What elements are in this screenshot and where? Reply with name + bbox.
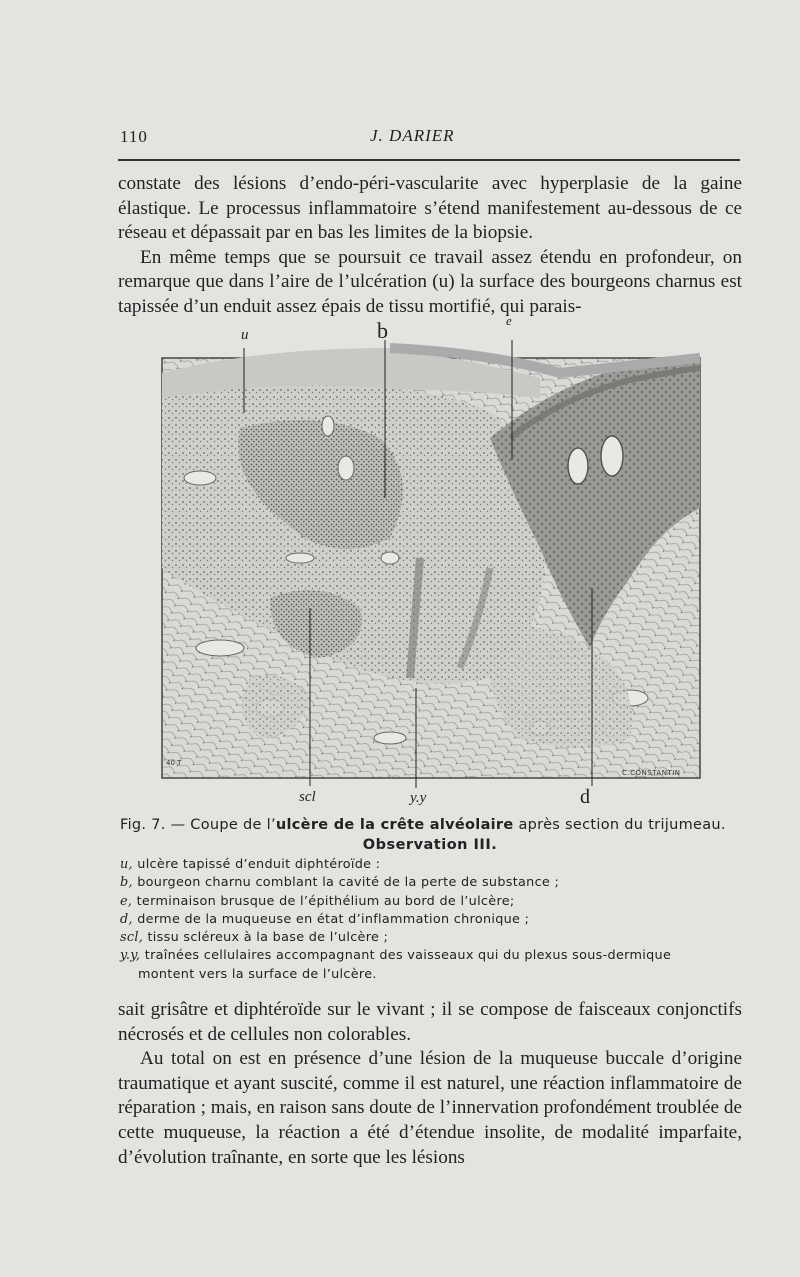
legend-item: b, bourgeon charnu comblant la cavité de la perte de substance ; (120, 875, 560, 891)
legend-item: u, ulcère tapissé d’enduit diphtéroïde : (120, 857, 381, 872)
legend-item: d, derme de la muqueuse en état d’inflammation chronique ; (120, 911, 530, 927)
running-head: J. DARIER (370, 126, 455, 145)
paragraph: En même temps que se poursuit ce travail assez étendu en profondeur, on remarque que dans l’aire de l’ulcération (u) la surface des bourgeons charnus est tapissée d’un enduit assez épais de tissu mortifié, qui parais- (118, 246, 742, 317)
paragraph: constate des lésions d’endo-péri-vascularite avec hyperplasie de la gaine élastique. Le processus inflammatoire s’étend manifestement au-dessous de ce réseau et dépassait par en bas les limites de la biopsie. (118, 173, 742, 244)
figure-label-d: d (580, 786, 590, 808)
caption-observation: Observation III. (362, 837, 498, 853)
caption-prefix: Fig. 7. — Coupe de l’ (120, 817, 276, 833)
body-text-top (118, 172, 742, 320)
figure-label-yy: y.y (410, 790, 427, 806)
figure-label-b: b (377, 318, 388, 343)
header-rule (118, 159, 740, 161)
legend-item: e, terminaison brusque de l’épithélium au bord de l’ulcère; (120, 893, 515, 909)
page-number: 110 (120, 127, 148, 146)
histology-figure (160, 318, 702, 808)
legend-item: y.y, traînées cellulaires accompagnant des vaisseaux qui du plexus sous-dermique (120, 948, 672, 964)
legend-item: scl, tissu scléreux à la base de l’ulcère ; (120, 930, 389, 946)
figure-label-e: e (506, 313, 512, 328)
caption-suffix: après section du trijumeau. (513, 817, 726, 833)
figure-caption (120, 817, 740, 833)
figure-legend (120, 856, 740, 984)
paragraph: sait grisâtre et diphtéroïde sur le vivant ; il se compose de faisceaux conjonctifs nécrosés et de cellules non colorables. (118, 999, 742, 1045)
figure-signature: C.CONSTANTIN (622, 769, 681, 777)
legend-item: montent vers la surface de l’ulcère. (138, 966, 377, 982)
paragraph: Au total on est en présence d’une lésion de la muqueuse buccale d’origine traumatique et ayant suscité, comme il est naturel, une réaction inflammatoire de réparation ; mais, en raison sans doute de l’innervation profondément troublée de cette muqueuse, la réaction a été d’étendue insolite, de modalité imparfaite, d’évolution traînante, en sorte que les lésions (118, 1048, 742, 1168)
figure-label-scl: scl (299, 789, 316, 805)
body-text-bottom (118, 998, 742, 1170)
figure-label-u: u (241, 327, 249, 343)
figure-corner-mark: 40 T (166, 759, 182, 767)
caption-title-bold: ulcère de la crête alvéolaire (275, 817, 514, 833)
